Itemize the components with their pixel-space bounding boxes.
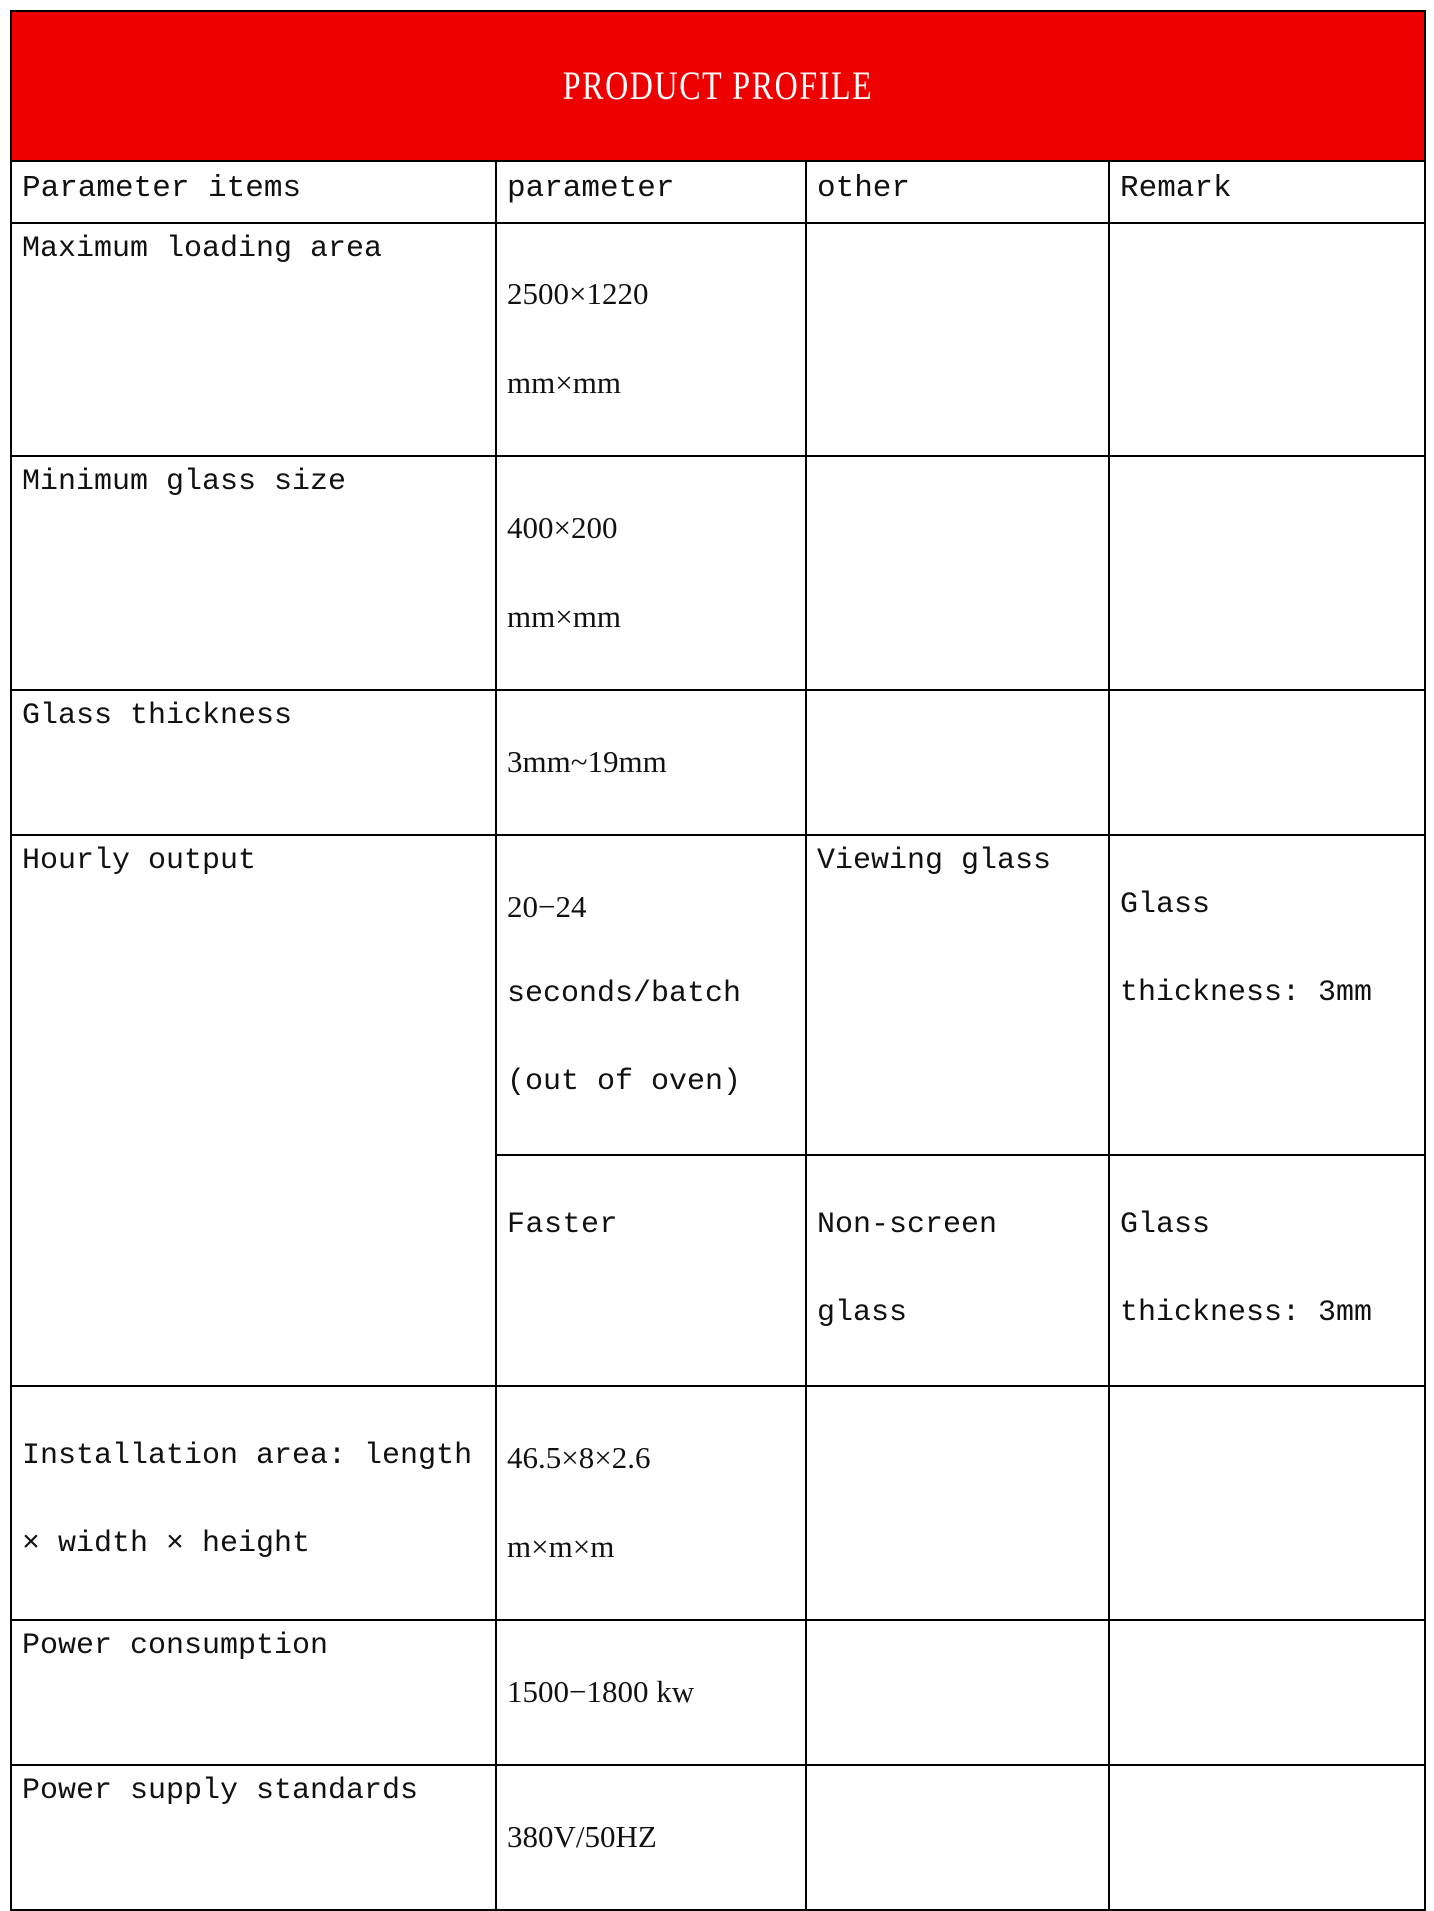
cell-other-line-2: glass [817,1295,908,1330]
column-header-remark: Remark [1109,161,1425,223]
cell-parameter-line-2: mm×mm [507,599,621,635]
cell-other [806,1765,1109,1910]
page-title: PRODUCT PROFILE [562,62,874,108]
cell-parameter-line-3: (out of oven) [507,1064,742,1099]
column-header-parameter-items: Parameter items [11,161,496,223]
cell-parameter-line-2: m×m×m [507,1529,615,1565]
cell-parameter-line-2: mm×mm [507,365,621,401]
column-header-other: other [806,161,1109,223]
table-row [11,456,1425,690]
cell-remark [1109,1155,1425,1386]
cell-parameter-line-1: 20−24 [507,889,587,925]
cell-parameter [496,1620,806,1765]
table-row [11,835,1425,1155]
cell-other: Viewing glass [806,835,1109,1155]
cell-other [806,1155,1109,1386]
cell-remark [1109,1765,1425,1910]
cell-parameter [496,1386,806,1620]
cell-other [806,223,1109,457]
table-row [11,223,1425,457]
cell-parameter-line-1: 2500×1220 [507,276,649,312]
cell-parameter-line-1: 400×200 [507,510,618,546]
table-title-cell [11,11,1425,161]
cell-parameter [496,1765,806,1910]
cell-parameter-items-line-1: Installation area: length [22,1439,473,1474]
cell-parameter-items-line-2: × width × height [22,1526,311,1561]
cell-parameter-items: Power supply standards [11,1765,496,1910]
cell-parameter-line-1: 3mm~19mm [507,744,667,780]
cell-parameter-items: Maximum loading area [11,223,496,457]
cell-parameter-items: Glass thickness [11,690,496,835]
cell-parameter-line-1: 1500−1800 kw [507,1673,695,1709]
cell-parameter-line-1: Faster [507,1208,619,1243]
cell-parameter-items: Minimum glass size [11,456,496,690]
cell-parameter-items [11,1386,496,1620]
cell-other [806,1386,1109,1620]
cell-parameter-items: Hourly output [11,835,496,1386]
cell-other [806,690,1109,835]
table-row [11,1620,1425,1765]
cell-remark [1109,456,1425,690]
cell-parameter-line-1: 46.5×8×2.6 [507,1440,651,1476]
cell-remark [1109,1386,1425,1620]
cell-remark-line-1: Glass [1120,1208,1211,1243]
cell-remark [1109,835,1425,1155]
table-title-row [11,11,1425,161]
cell-other-line-1: Non-screen [817,1208,998,1243]
cell-parameter-line-1: 380V/50HZ [507,1818,657,1854]
table-row [11,690,1425,835]
cell-other [806,1620,1109,1765]
cell-remark-line-2: thickness: 3mm [1120,1295,1373,1330]
product-profile-table [10,10,1426,1911]
cell-parameter-line-2: seconds/batch [507,977,742,1012]
cell-remark [1109,1620,1425,1765]
cell-parameter [496,223,806,457]
column-header-parameter: parameter [496,161,806,223]
cell-parameter-items: Power consumption [11,1620,496,1765]
cell-parameter [496,1155,806,1386]
table-header-row [11,161,1425,223]
cell-parameter [496,690,806,835]
cell-other [806,456,1109,690]
cell-remark [1109,690,1425,835]
cell-parameter [496,835,806,1155]
table-row [11,1765,1425,1910]
table-row [11,1386,1425,1620]
cell-remark-line-1: Glass [1120,888,1211,923]
cell-remark-line-2: thickness: 3mm [1120,975,1373,1010]
cell-parameter [496,456,806,690]
cell-remark [1109,223,1425,457]
